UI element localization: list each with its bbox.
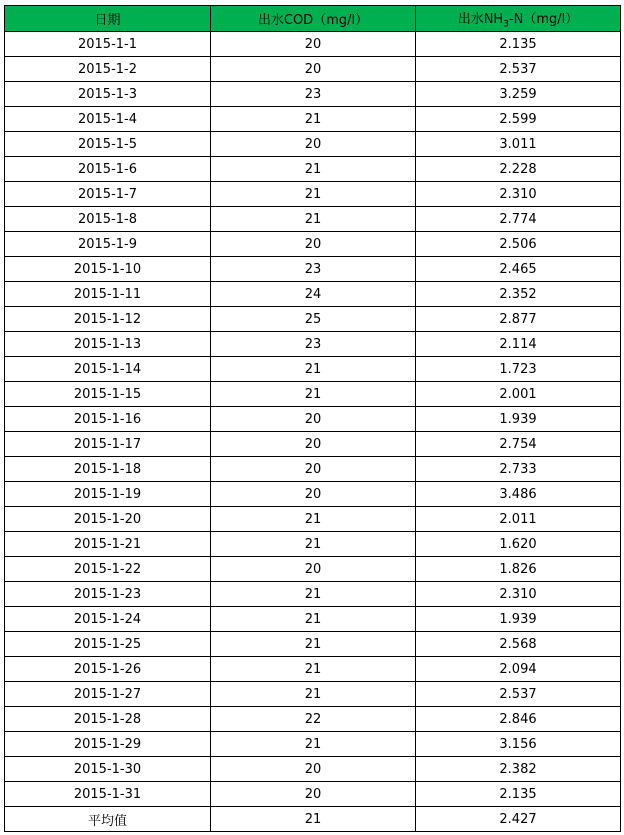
nh3-cell: 2.754 xyxy=(416,432,621,457)
date-cell: 2015-1-23 xyxy=(5,582,211,607)
cod-cell: 21 xyxy=(211,182,416,207)
nh3-cell: 1.723 xyxy=(416,357,621,382)
cod-cell: 20 xyxy=(211,782,416,807)
table-header-row xyxy=(5,6,621,32)
nh3-cell: 2.352 xyxy=(416,282,621,307)
nh3-cell: 2.135 xyxy=(416,32,621,57)
table-row xyxy=(5,132,621,157)
cod-cell: 21 xyxy=(211,682,416,707)
cod-cell: 23 xyxy=(211,82,416,107)
cod-cell: 20 xyxy=(211,557,416,582)
date-cell: 2015-1-7 xyxy=(5,182,211,207)
cod-cell: 20 xyxy=(211,757,416,782)
date-cell: 2015-1-2 xyxy=(5,57,211,82)
table-row xyxy=(5,357,621,382)
date-cell: 2015-1-21 xyxy=(5,532,211,557)
cod-cell: 21 xyxy=(211,532,416,557)
nh3-header-subscript: 3 xyxy=(503,19,509,30)
cod-cell: 21 xyxy=(211,107,416,132)
table-row xyxy=(5,257,621,282)
nh3-cell: 2.733 xyxy=(416,457,621,482)
table-row xyxy=(5,482,621,507)
cod-cell: 21 xyxy=(211,382,416,407)
table-row xyxy=(5,332,621,357)
date-cell: 2015-1-14 xyxy=(5,357,211,382)
nh3-cell: 2.228 xyxy=(416,157,621,182)
date-cell: 2015-1-19 xyxy=(5,482,211,507)
nh3-cell: 2.877 xyxy=(416,307,621,332)
cod-cell: 21 xyxy=(211,582,416,607)
date-cell: 2015-1-18 xyxy=(5,457,211,482)
cod-cell: 21 xyxy=(211,357,416,382)
date-cell: 2015-1-16 xyxy=(5,407,211,432)
nh3-cell: 2.774 xyxy=(416,207,621,232)
table-row xyxy=(5,107,621,132)
date-cell: 2015-1-17 xyxy=(5,432,211,457)
nh3-cell: 3.156 xyxy=(416,732,621,757)
cod-cell: 24 xyxy=(211,282,416,307)
table-row xyxy=(5,457,621,482)
cod-cell: 23 xyxy=(211,257,416,282)
table-row xyxy=(5,432,621,457)
nh3-cell: 3.011 xyxy=(416,132,621,157)
cod-cell: 21 xyxy=(211,157,416,182)
nh3-cell: 1.620 xyxy=(416,532,621,557)
nh3-cell: 2.599 xyxy=(416,107,621,132)
nh3-cell: 2.846 xyxy=(416,707,621,732)
cod-cell: 20 xyxy=(211,32,416,57)
nh3-cell: 3.486 xyxy=(416,482,621,507)
date-cell: 2015-1-8 xyxy=(5,207,211,232)
table-row xyxy=(5,207,621,232)
date-cell: 2015-1-12 xyxy=(5,307,211,332)
date-cell: 2015-1-25 xyxy=(5,632,211,657)
table-row xyxy=(5,582,621,607)
date-cell: 2015-1-10 xyxy=(5,257,211,282)
average-cod: 21 xyxy=(211,807,416,832)
nh3-cell: 2.094 xyxy=(416,657,621,682)
table-row xyxy=(5,757,621,782)
table-row xyxy=(5,507,621,532)
date-cell: 2015-1-26 xyxy=(5,657,211,682)
nh3-cell: 1.826 xyxy=(416,557,621,582)
table-row xyxy=(5,382,621,407)
cod-cell: 20 xyxy=(211,482,416,507)
nh3-cell: 2.310 xyxy=(416,582,621,607)
date-cell: 2015-1-9 xyxy=(5,232,211,257)
cod-cell: 22 xyxy=(211,707,416,732)
average-row xyxy=(5,807,621,832)
date-cell: 2015-1-24 xyxy=(5,607,211,632)
nh3-cell: 1.939 xyxy=(416,607,621,632)
table-row xyxy=(5,407,621,432)
cod-cell: 20 xyxy=(211,432,416,457)
cod-cell: 20 xyxy=(211,132,416,157)
table-row xyxy=(5,157,621,182)
average-nh3: 2.427 xyxy=(416,807,621,832)
table-row xyxy=(5,82,621,107)
nh3-cell: 1.939 xyxy=(416,407,621,432)
cod-cell: 20 xyxy=(211,407,416,432)
nh3-cell: 2.506 xyxy=(416,232,621,257)
average-label: 平均值 xyxy=(5,807,211,832)
cod-cell: 20 xyxy=(211,232,416,257)
nh3-cell: 2.537 xyxy=(416,57,621,82)
date-cell: 2015-1-15 xyxy=(5,382,211,407)
nh3-cell: 2.310 xyxy=(416,182,621,207)
effluent-data-table xyxy=(4,5,621,832)
table-row xyxy=(5,57,621,82)
nh3-cell: 2.011 xyxy=(416,507,621,532)
nh3-cell: 2.465 xyxy=(416,257,621,282)
table-row xyxy=(5,307,621,332)
date-cell: 2015-1-20 xyxy=(5,507,211,532)
nh3-cell: 2.114 xyxy=(416,332,621,357)
table-row xyxy=(5,607,621,632)
cod-cell: 21 xyxy=(211,207,416,232)
nh3-cell: 2.568 xyxy=(416,632,621,657)
date-cell: 2015-1-13 xyxy=(5,332,211,357)
date-cell: 2015-1-28 xyxy=(5,707,211,732)
date-cell: 2015-1-22 xyxy=(5,557,211,582)
cod-cell: 21 xyxy=(211,507,416,532)
date-column-header: 日期 xyxy=(5,6,211,32)
cod-cell: 21 xyxy=(211,657,416,682)
cod-cell: 20 xyxy=(211,457,416,482)
date-cell: 2015-1-4 xyxy=(5,107,211,132)
cod-cell: 21 xyxy=(211,632,416,657)
nh3-cell: 2.135 xyxy=(416,782,621,807)
nh3-cell: 3.259 xyxy=(416,82,621,107)
nh3-cell: 2.382 xyxy=(416,757,621,782)
date-cell: 2015-1-6 xyxy=(5,157,211,182)
date-cell: 2015-1-1 xyxy=(5,32,211,57)
date-cell: 2015-1-11 xyxy=(5,282,211,307)
table-row xyxy=(5,557,621,582)
date-cell: 2015-1-30 xyxy=(5,757,211,782)
date-cell: 2015-1-3 xyxy=(5,82,211,107)
table-row xyxy=(5,182,621,207)
nh3-header-prefix: 出水NH xyxy=(457,11,504,27)
table-row xyxy=(5,282,621,307)
cod-column-header: 出水COD（mg/l） xyxy=(211,6,416,32)
table-row xyxy=(5,782,621,807)
table-row xyxy=(5,732,621,757)
table-row xyxy=(5,707,621,732)
cod-cell: 21 xyxy=(211,732,416,757)
table-row xyxy=(5,632,621,657)
date-cell: 2015-1-31 xyxy=(5,782,211,807)
table-row xyxy=(5,232,621,257)
cod-cell: 20 xyxy=(211,57,416,82)
table-row xyxy=(5,32,621,57)
nh3-cell: 2.537 xyxy=(416,682,621,707)
date-cell: 2015-1-5 xyxy=(5,132,211,157)
date-cell: 2015-1-27 xyxy=(5,682,211,707)
cod-cell: 25 xyxy=(211,307,416,332)
table-row xyxy=(5,682,621,707)
cod-cell: 23 xyxy=(211,332,416,357)
table-row xyxy=(5,532,621,557)
date-cell: 2015-1-29 xyxy=(5,732,211,757)
table-row xyxy=(5,657,621,682)
cod-cell: 21 xyxy=(211,607,416,632)
nh3-header-suffix: -N（mg/l） xyxy=(508,11,579,27)
nh3-cell: 2.001 xyxy=(416,382,621,407)
nh3-column-header xyxy=(416,6,621,32)
